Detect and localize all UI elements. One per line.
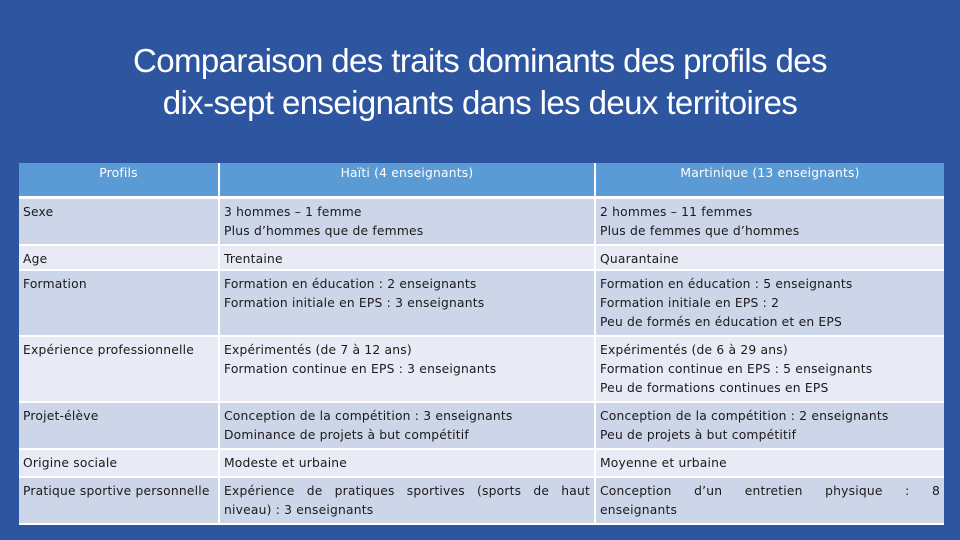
cell-line: 2 hommes – 11 femmes <box>600 205 753 219</box>
cell-line: Peu de formés en éducation et en EPS <box>600 315 843 329</box>
cell-line: Dominance de projets à but compétitif <box>224 428 469 442</box>
cell-line: Plus de femmes que d’hommes <box>600 224 800 238</box>
martinique-cell <box>595 336 944 402</box>
cell-line: Formation continue en EPS : 5 enseignants <box>600 362 873 376</box>
table-row-experience <box>19 336 944 402</box>
cell-line: Formation en éducation : 5 enseignants <box>600 277 853 291</box>
row-label: Projet-élève <box>19 402 219 449</box>
cell-line: Conception d’un entretien physique : 8 <box>600 484 940 498</box>
cell-line: Formation initiale en EPS : 3 enseignants <box>224 296 485 310</box>
table-row-age <box>19 245 944 270</box>
cell-line: Expérimentés (de 7 à 12 ans) <box>224 343 412 357</box>
haiti-cell <box>219 198 595 246</box>
header-martinique: Martinique (13 enseignants) <box>595 163 944 198</box>
header-haiti: Haïti (4 enseignants) <box>219 163 595 198</box>
haiti-cell <box>219 402 595 449</box>
martinique-cell <box>595 477 944 524</box>
cell-line: enseignants <box>600 503 678 517</box>
martinique-cell <box>595 270 944 336</box>
header-profils: Profils <box>19 163 219 198</box>
slide-title <box>60 40 900 124</box>
slide-title-line-2: dix-sept enseignants dans les deux territoires <box>162 84 798 121</box>
cell-line: Formation en éducation : 2 enseignants <box>224 277 477 291</box>
table-header-row <box>19 163 944 198</box>
cell-line: 3 hommes – 1 femme <box>224 205 362 219</box>
cell-line: Conception de la compétition : 3 enseignants <box>224 409 513 423</box>
cell-line: Conception de la compétition : 2 enseignants <box>600 409 889 423</box>
cell-line: Peu de formations continues en EPS <box>600 381 829 395</box>
haiti-cell <box>219 245 595 270</box>
cell-line: Peu de projets à but compétitif <box>600 428 797 442</box>
cell-line: Formation initiale en EPS : 2 <box>600 296 780 310</box>
row-label: Pratique sportive personnelle <box>19 477 219 524</box>
cell-line: Moyenne et urbaine <box>600 456 727 470</box>
martinique-cell <box>595 449 944 477</box>
comparison-table <box>19 163 944 525</box>
table-row-sexe <box>19 198 944 246</box>
cell-line: Trentaine <box>224 252 283 266</box>
martinique-cell <box>595 402 944 449</box>
martinique-cell <box>595 245 944 270</box>
haiti-cell <box>219 270 595 336</box>
row-label: Expérience professionnelle <box>19 336 219 402</box>
table-row-pratique-sportive <box>19 477 944 524</box>
martinique-cell <box>595 198 944 246</box>
haiti-cell <box>219 449 595 477</box>
slide-title-line-1: Comparaison des traits dominants des profils des <box>133 42 827 79</box>
cell-line: niveau) : 3 enseignants <box>224 503 374 517</box>
row-label: Origine sociale <box>19 449 219 477</box>
cell-line: Expérience de pratiques sportives (sports de haut <box>224 484 590 498</box>
row-label: Formation <box>19 270 219 336</box>
table-row-origine-sociale <box>19 449 944 477</box>
cell-line: Expérimentés (de 6 à 29 ans) <box>600 343 788 357</box>
cell-line: Quarantaine <box>600 252 679 266</box>
haiti-cell <box>219 336 595 402</box>
cell-line: Formation continue en EPS : 3 enseignants <box>224 362 497 376</box>
row-label: Age <box>19 245 219 270</box>
table-row-formation <box>19 270 944 336</box>
table-row-projet-eleve <box>19 402 944 449</box>
cell-line: Plus d’hommes que de femmes <box>224 224 424 238</box>
cell-line: Modeste et urbaine <box>224 456 348 470</box>
haiti-cell <box>219 477 595 524</box>
row-label: Sexe <box>19 198 219 246</box>
